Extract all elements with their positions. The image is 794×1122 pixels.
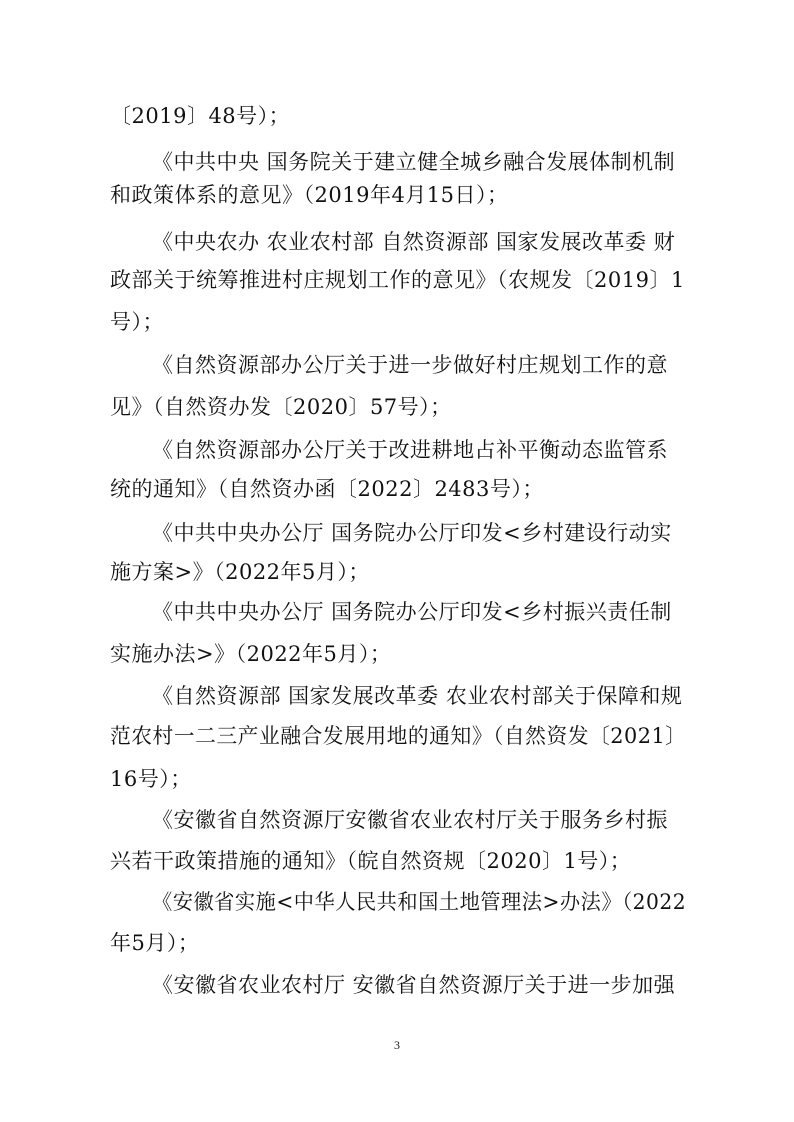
text-line: 《自然资源部 国家发展改革委 农业农村部关于保障和规 [152,684,683,708]
page-number: 3 [394,1038,400,1052]
text-line: 实施办法>》（2022年5月）； [110,642,392,666]
text-line: 号）； [110,310,164,334]
text-line: 兴若干政策措施的通知》（皖自然资规〔2020〕1号）； [110,849,632,873]
text-line: 《安徽省自然资源厅安徽省农业农村厅关于服务乡村振 [152,808,668,832]
text-line: 《自然资源部办公厅关于进一步做好村庄规划工作的意 [152,353,668,377]
text-line: 《自然资源部办公厅关于改进耕地占补平衡动态监管系 [152,438,668,462]
text-line: 见》（自然资办发〔2020〕57号）； [110,395,452,419]
text-line: 《中共中央 国务院关于建立健全城乡融合发展体制机制 [152,150,676,174]
text-line: 统的通知》（自然资办函〔2022〕2483号）； [110,477,544,501]
text-line: 政部关于统筹推进村庄规划工作的意见》（农规发〔2019〕1 [110,268,685,292]
text-line: 年5月）； [110,931,200,955]
text-line: 〔2019〕48号）； [110,104,291,128]
text-line: 和政策体系的意见》（2019年4月15日）； [110,183,509,207]
text-line: 《中共中央办公厅 国务院办公厅印发<乡村建设行动实 [152,521,672,545]
text-line: 16号）； [110,767,192,791]
text-line: 范农村一二三产业融合发展用地的通知》（自然资发〔2021〕 [110,724,687,748]
text-line: 施方案>》（2022年5月）； [110,560,370,584]
text-line: 《安徽省农业农村厅 安徽省自然资源厅关于进一步加强 [152,973,676,997]
text-line: 《安徽省实施<中华人民共和国土地管理法>办法》（2022 [152,890,687,914]
text-line: 《中共中央办公厅 国务院办公厅印发<乡村振兴责任制 [152,600,672,624]
text-line: 《中央农办 农业农村部 自然资源部 国家发展改革委 财 [152,230,676,254]
